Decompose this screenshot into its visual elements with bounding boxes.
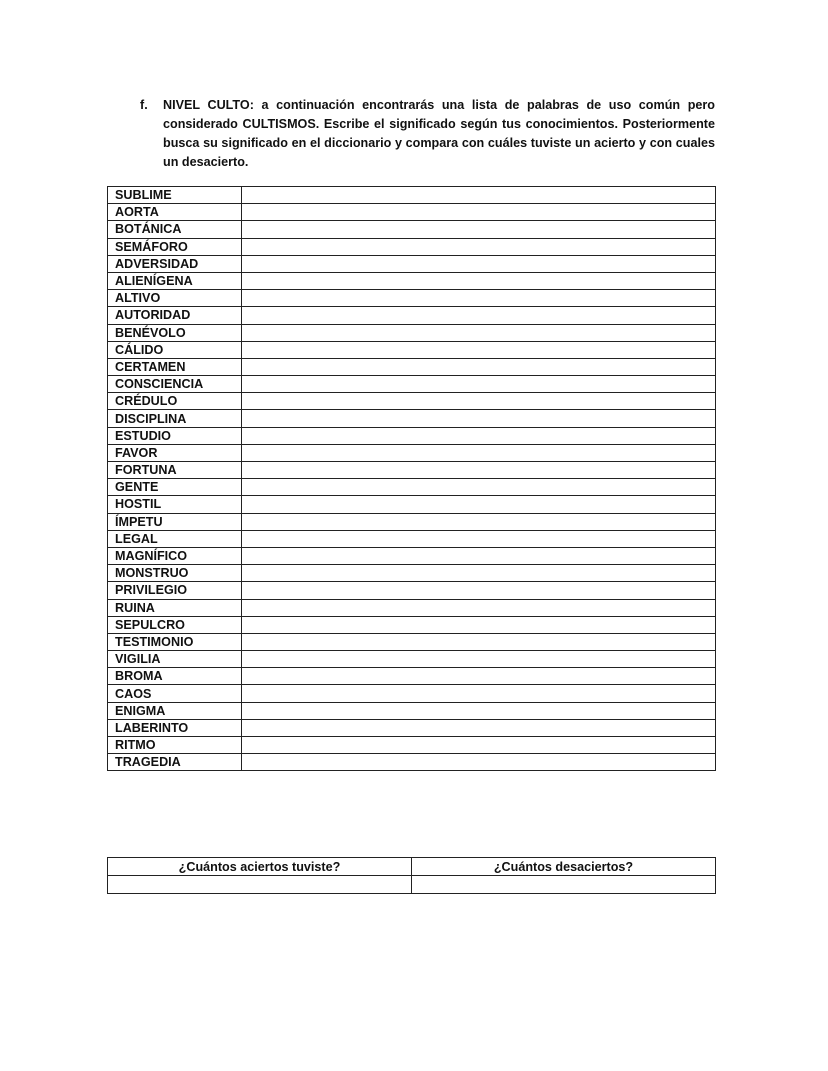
meaning-cell[interactable]	[242, 324, 716, 341]
word-cell: GENTE	[108, 479, 242, 496]
table-row	[108, 633, 716, 650]
meaning-cell[interactable]	[242, 547, 716, 564]
word-cell: HOSTIL	[108, 496, 242, 513]
meaning-cell[interactable]	[242, 221, 716, 238]
table-row	[108, 462, 716, 479]
meaning-cell[interactable]	[242, 513, 716, 530]
meaning-cell[interactable]	[242, 737, 716, 754]
table-row	[108, 479, 716, 496]
table-row	[108, 238, 716, 255]
word-cell: CONSCIENCIA	[108, 376, 242, 393]
aciertos-header: ¿Cuántos aciertos tuviste?	[108, 858, 412, 876]
table-row	[108, 324, 716, 341]
word-cell: CERTAMEN	[108, 358, 242, 375]
word-cell: SEPULCRO	[108, 616, 242, 633]
meaning-cell[interactable]	[242, 754, 716, 771]
word-cell: AUTORIDAD	[108, 307, 242, 324]
meaning-cell[interactable]	[242, 685, 716, 702]
meaning-cell[interactable]	[242, 719, 716, 736]
table-row	[108, 341, 716, 358]
meaning-cell[interactable]	[242, 462, 716, 479]
word-cell: LEGAL	[108, 530, 242, 547]
word-cell: BENÉVOLO	[108, 324, 242, 341]
table-row	[108, 255, 716, 272]
table-row	[108, 599, 716, 616]
word-cell: TESTIMONIO	[108, 633, 242, 650]
meaning-cell[interactable]	[242, 427, 716, 444]
word-cell: MONSTRUO	[108, 565, 242, 582]
meaning-cell[interactable]	[242, 651, 716, 668]
table-row	[108, 358, 716, 375]
word-cell: TRAGEDIA	[108, 754, 242, 771]
table-row	[108, 737, 716, 754]
aciertos-answer-cell[interactable]	[108, 876, 412, 894]
meaning-cell[interactable]	[242, 496, 716, 513]
meaning-cell[interactable]	[242, 272, 716, 289]
word-cell: ENIGMA	[108, 702, 242, 719]
table-row	[108, 685, 716, 702]
word-cell: RUINA	[108, 599, 242, 616]
meaning-cell[interactable]	[242, 393, 716, 410]
meaning-cell[interactable]	[242, 599, 716, 616]
table-row	[108, 530, 716, 547]
meaning-cell[interactable]	[242, 582, 716, 599]
table-row	[108, 410, 716, 427]
meaning-cell[interactable]	[242, 187, 716, 204]
table-row	[108, 719, 716, 736]
desaciertos-header: ¿Cuántos desaciertos?	[412, 858, 716, 876]
table-row	[108, 547, 716, 564]
summary-table	[107, 857, 716, 894]
word-cell: ESTUDIO	[108, 427, 242, 444]
desaciertos-answer-cell[interactable]	[412, 876, 716, 894]
table-row	[108, 204, 716, 221]
word-cell: ÍMPETU	[108, 513, 242, 530]
summary-answer-row	[108, 876, 716, 894]
table-row	[108, 582, 716, 599]
meaning-cell[interactable]	[242, 444, 716, 461]
table-row	[108, 427, 716, 444]
meaning-cell[interactable]	[242, 633, 716, 650]
word-cell: CRÉDULO	[108, 393, 242, 410]
table-row	[108, 272, 716, 289]
instructions	[140, 96, 715, 172]
table-row	[108, 668, 716, 685]
meaning-cell[interactable]	[242, 255, 716, 272]
meaning-cell[interactable]	[242, 376, 716, 393]
word-cell: BOTÁNICA	[108, 221, 242, 238]
meaning-cell[interactable]	[242, 341, 716, 358]
meaning-cell[interactable]	[242, 290, 716, 307]
table-row	[108, 616, 716, 633]
word-cell: SUBLIME	[108, 187, 242, 204]
meaning-cell[interactable]	[242, 204, 716, 221]
word-cell: ALIENÍGENA	[108, 272, 242, 289]
meaning-cell[interactable]	[242, 668, 716, 685]
vocabulary-table	[107, 186, 716, 771]
word-cell: VIGILIA	[108, 651, 242, 668]
table-row	[108, 651, 716, 668]
table-row	[108, 221, 716, 238]
table-row	[108, 187, 716, 204]
word-cell: MAGNÍFICO	[108, 547, 242, 564]
meaning-cell[interactable]	[242, 307, 716, 324]
meaning-cell[interactable]	[242, 358, 716, 375]
table-row	[108, 565, 716, 582]
word-cell: ADVERSIDAD	[108, 255, 242, 272]
word-cell: AORTA	[108, 204, 242, 221]
word-cell: DISCIPLINA	[108, 410, 242, 427]
meaning-cell[interactable]	[242, 616, 716, 633]
list-marker: f.	[140, 98, 148, 112]
table-row	[108, 376, 716, 393]
meaning-cell[interactable]	[242, 565, 716, 582]
meaning-cell[interactable]	[242, 530, 716, 547]
meaning-cell[interactable]	[242, 702, 716, 719]
word-cell: FORTUNA	[108, 462, 242, 479]
word-cell: BROMA	[108, 668, 242, 685]
word-cell: PRIVILEGIO	[108, 582, 242, 599]
table-row	[108, 513, 716, 530]
word-cell: FAVOR	[108, 444, 242, 461]
table-row	[108, 754, 716, 771]
table-row	[108, 307, 716, 324]
table-row	[108, 496, 716, 513]
meaning-cell[interactable]	[242, 479, 716, 496]
meaning-cell[interactable]	[242, 410, 716, 427]
table-row	[108, 444, 716, 461]
word-cell: LABERINTO	[108, 719, 242, 736]
summary-header-row	[108, 858, 716, 876]
word-cell: ALTIVO	[108, 290, 242, 307]
word-cell: SEMÁFORO	[108, 238, 242, 255]
instructions-text: NIVEL CULTO: a continuación encontrarás una lista de palabras de uso común pero considerado CULTISMOS. Escribe el significado según tus conocimientos. Posteriormente busca su significado en el diccionario y compara con cuáles tuviste un acierto y con cuales un desacierto.	[163, 98, 715, 169]
word-cell: CÁLIDO	[108, 341, 242, 358]
table-row	[108, 702, 716, 719]
table-row	[108, 290, 716, 307]
table-row	[108, 393, 716, 410]
word-cell: RITMO	[108, 737, 242, 754]
word-cell: CAOS	[108, 685, 242, 702]
meaning-cell[interactable]	[242, 238, 716, 255]
